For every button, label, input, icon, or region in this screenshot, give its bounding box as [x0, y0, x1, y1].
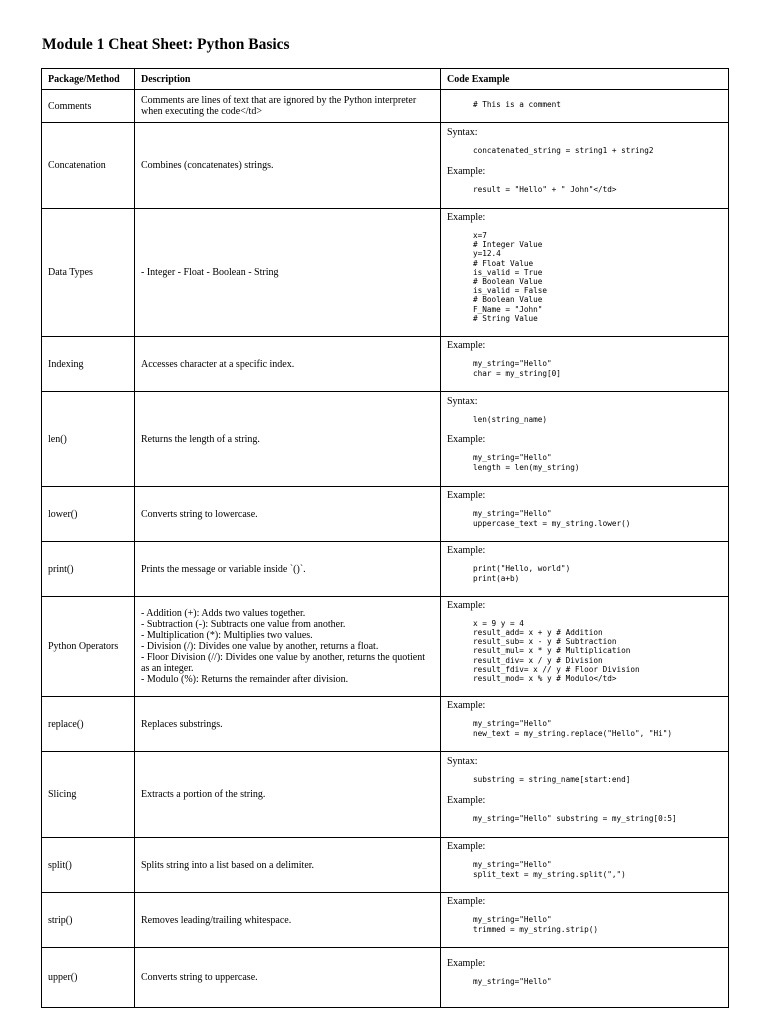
code-block: my_string="Hello" substring = my_string[0:5] [473, 813, 677, 823]
code-block: len(string_name) [473, 415, 548, 425]
table-row [42, 893, 729, 948]
code-cell [441, 948, 729, 1008]
code-label: Example: [447, 700, 486, 712]
code-cell [441, 123, 729, 209]
code-block: result = "Hello" + " John"</td> [473, 184, 617, 194]
method-cell: split() [42, 838, 135, 893]
description-cell: Converts string to lowercase. [135, 487, 441, 542]
table-row [42, 948, 729, 1008]
code-block: x=7 # Integer Value y=12.4 # Float Value is_valid = True # Boolean Value is_valid = False # Boolean Value F_Name = "John" # String Value [473, 230, 548, 323]
table-row [42, 697, 729, 752]
description-cell: Replaces substrings. [135, 697, 441, 752]
code-cell [441, 487, 729, 542]
description-cell: Returns the length of a string. [135, 392, 441, 487]
table-header-row [42, 69, 729, 90]
code-cell [441, 838, 729, 893]
table-row [42, 752, 729, 838]
description-cell: - Addition (+): Adds two values together. - Subtraction (-): Subtracts one value from another. - Multiplication (*): Multiplies two values. - Division (/): Divides one value by another, returns a float. - Floor Division (//): Divides one value by another, returns the quotient as an integer. - Modulo (%): Returns the remainder after division. [135, 597, 441, 697]
code-label: Example: [447, 165, 486, 177]
description-cell: Comments are lines of text that are ignored by the Python interpreter when executing the code</td> [135, 90, 441, 123]
method-cell: strip() [42, 893, 135, 948]
code-label: Example: [447, 841, 486, 853]
table-row [42, 123, 729, 209]
code-label: Syntax: [447, 127, 478, 139]
method-cell: print() [42, 542, 135, 597]
method-cell: Python Operators [42, 597, 135, 697]
code-block: my_string="Hello" [473, 977, 552, 987]
code-label: Example: [447, 434, 486, 446]
code-cell [441, 542, 729, 597]
description-cell: - Integer - Float - Boolean - String [135, 209, 441, 337]
code-block: substring = string_name[start:end] [473, 775, 631, 785]
table-row [42, 209, 729, 337]
table-row [42, 90, 729, 123]
code-label: Example: [447, 794, 486, 806]
code-cell [441, 392, 729, 487]
description-cell: Splits string into a list based on a delimiter. [135, 838, 441, 893]
code-label: Syntax: [447, 396, 478, 408]
header-code-example: Code Example [441, 69, 729, 90]
method-cell: upper() [42, 948, 135, 1008]
code-cell [441, 697, 729, 752]
code-label: Example: [447, 896, 486, 908]
header-description: Description [135, 69, 441, 90]
table-row [42, 838, 729, 893]
code-block: my_string="Hello" new_text = my_string.replace("Hello", "Hi") [473, 719, 673, 738]
code-label: Example: [447, 211, 486, 223]
code-block: concatenated_string = string1 + string2 [473, 146, 654, 156]
code-block: my_string="Hello" char = my_string[0] [473, 359, 561, 378]
table-row [42, 337, 729, 392]
description-cell: Combines (concatenates) strings. [135, 123, 441, 209]
method-cell: Slicing [42, 752, 135, 838]
method-cell: Indexing [42, 337, 135, 392]
code-cell [441, 337, 729, 392]
code-cell [441, 752, 729, 838]
description-cell: Accesses character at a specific index. [135, 337, 441, 392]
code-cell [441, 597, 729, 697]
code-label: Example: [447, 490, 486, 502]
method-cell: Concatenation [42, 123, 135, 209]
code-label: Example: [447, 340, 486, 352]
method-cell: Comments [42, 90, 135, 123]
method-cell: Data Types [42, 209, 135, 337]
description-cell: Prints the message or variable inside `()`. [135, 542, 441, 597]
method-cell: len() [42, 392, 135, 487]
code-label: Example: [447, 599, 486, 611]
table-row [42, 542, 729, 597]
code-block: my_string="Hello" trimmed = my_string.strip() [473, 915, 598, 934]
description-cell: Removes leading/trailing whitespace. [135, 893, 441, 948]
table-row [42, 487, 729, 542]
table-row [42, 597, 729, 697]
code-label: Example: [447, 958, 486, 970]
code-label: Example: [447, 545, 486, 557]
code-cell [441, 893, 729, 948]
code-block: x = 9 y = 4 result_add= x + y # Addition result_sub= x - y # Subtraction result_mul= x * y # Multiplication result_div= x / y # Division result_fdiv= x // y # Floor Division result_mod= x % y # Modulo</td> [473, 618, 640, 683]
method-cell: lower() [42, 487, 135, 542]
code-block: my_string="Hello" length = len(my_string) [473, 453, 580, 472]
code-block: my_string="Hello" split_text = my_string.split(",") [473, 860, 626, 879]
code-cell [441, 90, 729, 123]
code-block: my_string="Hello" uppercase_text = my_string.lower() [473, 509, 631, 528]
code-cell [441, 209, 729, 337]
header-package-method: Package/Method [42, 69, 135, 90]
cheat-sheet-table [41, 68, 729, 1008]
code-label: Syntax: [447, 756, 478, 768]
code-block: print("Hello, world") print(a+b) [473, 564, 571, 583]
description-cell: Converts string to uppercase. [135, 948, 441, 1008]
code-block: # This is a comment [473, 100, 561, 110]
description-cell: Extracts a portion of the string. [135, 752, 441, 838]
table-row [42, 392, 729, 487]
page-title: Module 1 Cheat Sheet: Python Basics [42, 36, 290, 53]
method-cell: replace() [42, 697, 135, 752]
